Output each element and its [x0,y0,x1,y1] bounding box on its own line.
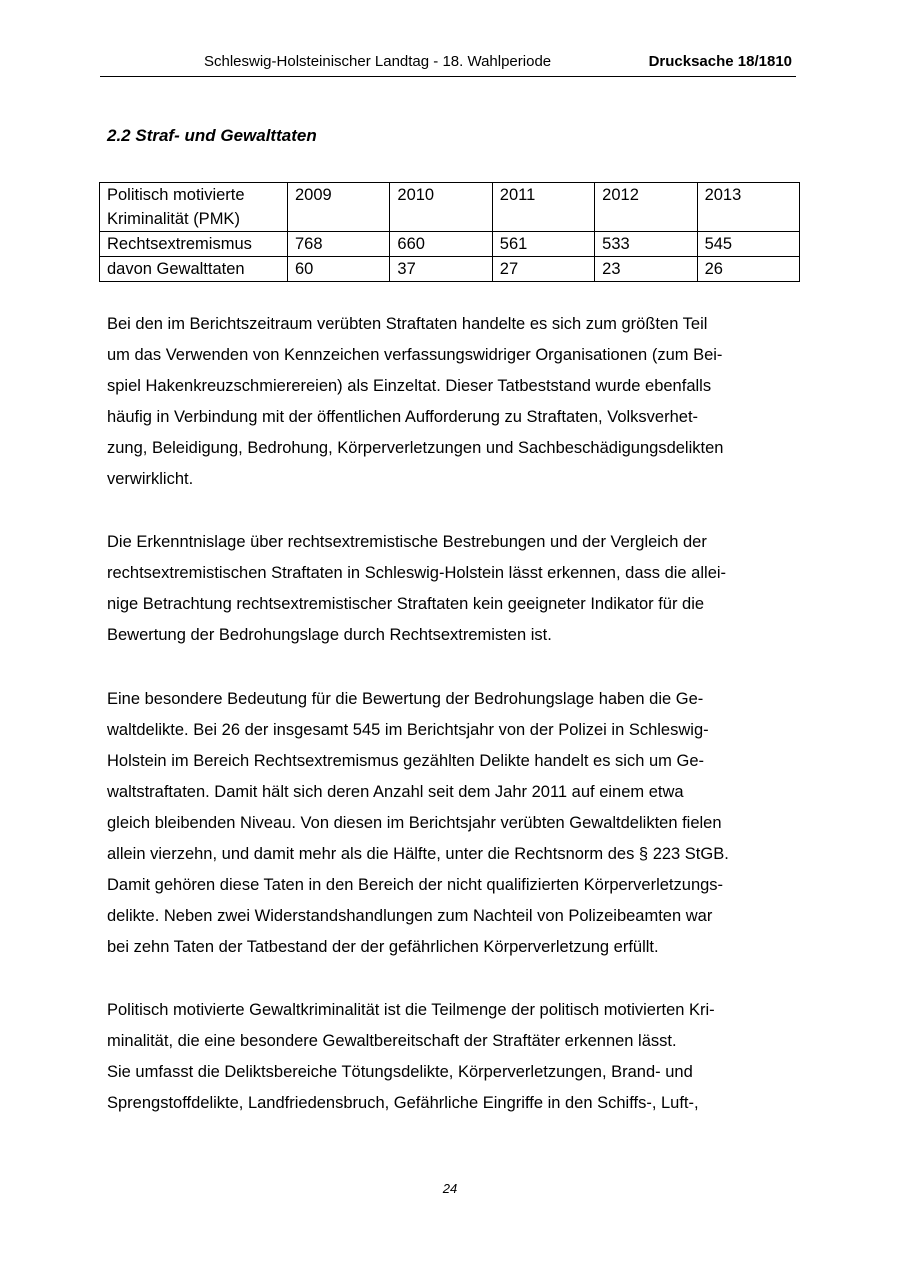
table-cell: 660 [390,232,492,257]
year-header: 2013 [697,183,799,232]
text-line: um das Verwenden von Kennzeichen verfassungswidriger Organisationen (zum Bei- [107,346,723,364]
text-line: zung, Beleidigung, Bedrohung, Körperverletzungen und Sachbeschädigungsdelikten [107,439,724,457]
table-cell: 545 [697,232,799,257]
text-line: Damit gehören diese Taten in den Bereich der nicht qualifizierten Körperverletzungs- [107,876,724,894]
text-line: Bei den im Berichtszeitraum verübten Straftaten handelte es sich zum größten Teil [107,315,708,333]
text-line: Politisch motivierte Gewaltkriminalität ist die Teilmenge der politisch motivierten Kri- [107,1001,715,1019]
text-line: delikte. Neben zwei Widerstandshandlungen zum Nachteil von Polizeibeamten war [107,907,713,925]
table-row [100,257,800,282]
text-line: nige Betrachtung rechtsextremistischer Straftaten kein geeigneter Indikator für die [107,595,705,613]
crime-statistics-table [99,182,800,282]
year-header: 2011 [492,183,594,232]
table-header-row [100,183,800,232]
table-row [100,232,800,257]
table-cell: 533 [595,232,697,257]
table-header-label: Politisch motivierte Kriminalität (PMK) [100,183,288,232]
text-line: Sie umfasst die Deliktsbereiche Tötungsdelikte, Körperverletzungen, Brand- und [107,1063,693,1081]
year-header: 2012 [595,183,697,232]
text-line: Die Erkenntnislage über rechtsextremistische Bestrebungen und der Vergleich der [107,533,707,551]
body-paragraph-4 [107,995,797,1119]
text-line: Holstein im Bereich Rechtsextremismus gezählten Delikte handelt es sich um Ge- [107,752,704,770]
text-line: verwirklicht. [107,470,194,488]
section-heading: 2.2 Straf- und Gewalttaten [107,126,317,145]
table-cell: 561 [492,232,594,257]
text-line: Eine besondere Bedeutung für die Bewertung der Bedrohungslage haben die Ge- [107,690,704,708]
text-line: waltdelikte. Bei 26 der insgesamt 545 im Berichtsjahr von der Polizei in Schleswig- [107,721,709,739]
text-line: Sprengstoffdelikte, Landfriedensbruch, Gefährliche Eingriffe in den Schiffs-, Luft-, [107,1094,699,1112]
text-line: allein vierzehn, und damit mehr als die Hälfte, unter die Rechtsnorm des § 223 StGB. [107,845,729,863]
header-title: Schleswig-Holsteinischer Landtag - 18. Wahlperiode [204,53,552,70]
text-line: Bewertung der Bedrohungslage durch Rechtsextremisten ist. [107,626,552,644]
text-line: gleich bleibenden Niveau. Von diesen im Berichtsjahr verübten Gewaltdelikten fielen [107,814,722,832]
year-header: 2010 [390,183,492,232]
text-line: rechtsextremistischen Straftaten in Schleswig-Holstein lässt erkennen, dass die allei- [107,564,727,582]
row-label: Rechtsextremismus [100,232,288,257]
text-line: minalität, die eine besondere Gewaltbereitschaft der Straftäter erkennen lässt. [107,1032,677,1050]
text-line: bei zehn Taten der Tatbestand der der gefährlichen Körperverletzung erfüllt. [107,938,659,956]
row-label: davon Gewalttaten [100,257,288,282]
text-line: häufig in Verbindung mit der öffentlichen Aufforderung zu Straftaten, Volksverhet- [107,408,699,426]
text-line: waltstraftaten. Damit hält sich deren Anzahl seit dem Jahr 2011 auf einem etwa [107,783,684,801]
table-cell: 37 [390,257,492,282]
table-cell: 27 [492,257,594,282]
table-cell: 26 [697,257,799,282]
text-line: spiel Hakenkreuzschmierereien) als Einzeltat. Dieser Tatbeststand wurde ebenfalls [107,377,712,395]
document-number: Drucksache 18/1810 [648,53,792,70]
body-paragraph-2 [107,527,797,651]
body-paragraph-3 [107,684,797,963]
page-number: 24 [442,1181,458,1196]
body-paragraph-1 [107,309,797,495]
year-header: 2009 [288,183,390,232]
table-cell: 23 [595,257,697,282]
table-cell: 60 [288,257,390,282]
table-cell: 768 [288,232,390,257]
page-header [100,50,796,77]
